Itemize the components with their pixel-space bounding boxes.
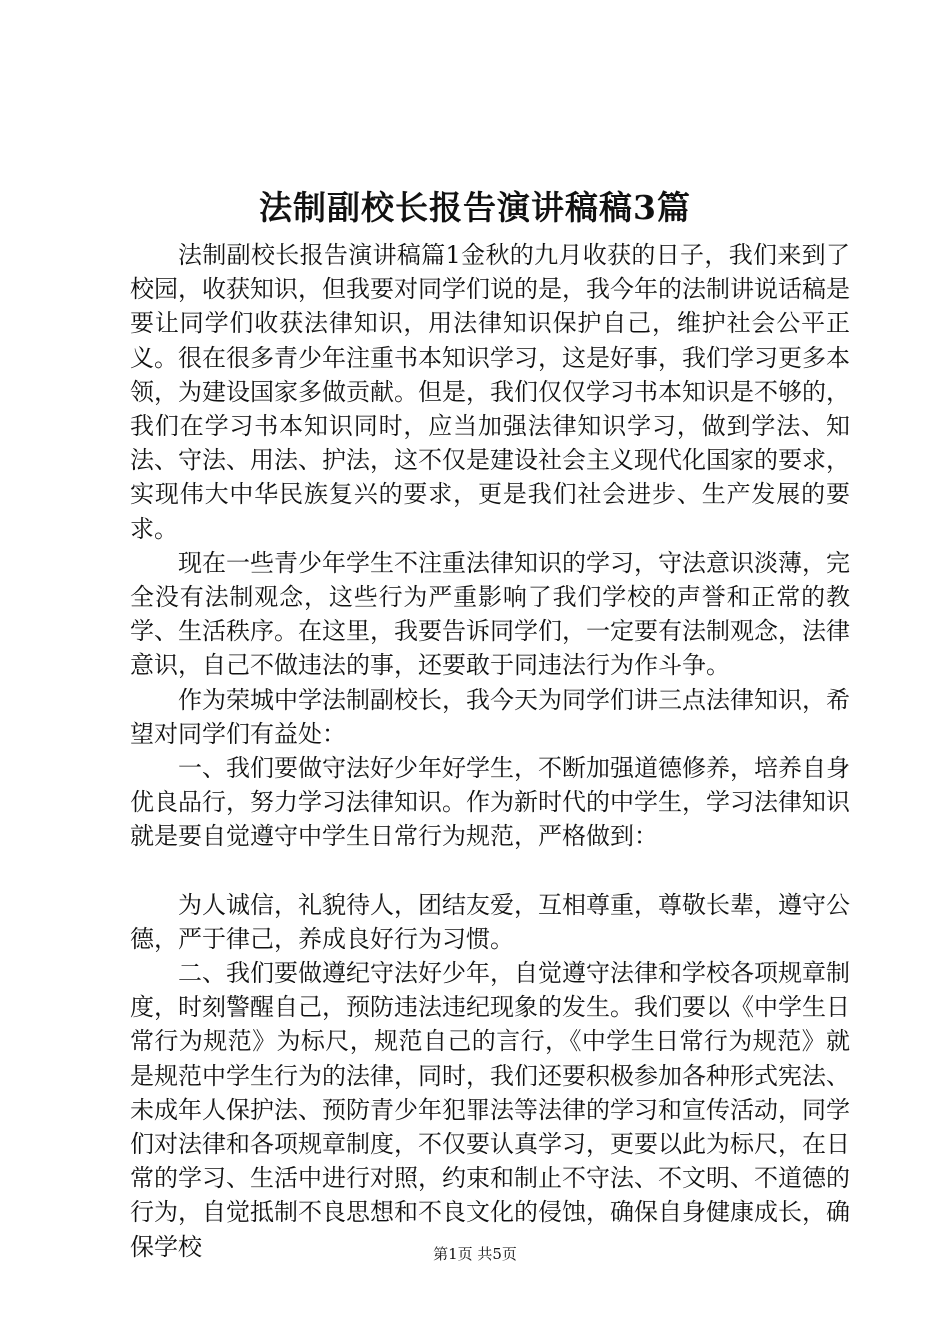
paragraph: 法制副校长报告演讲稿篇1金秋的九月收获的日子，我们来到了校园，收获知识，但我要对同学们说的是，我今年的法制讲说话稿是要让同学们收获法律知识，用法律知识保护自己，维护社会公平正义。很在很多青少年注重书本知识学习，这是好事，我们学习更多本领，为建设国家多做贡献。但是，我们仅仅学习书本知识是不够的，我们在学习书本知识同时，应当加强法律知识学习，做到学法、知法、守法、用法、护法，这不仅是建设社会主义现代化国家的要求，实现伟大中华民族复兴的要求，更是我们社会进步、生产发展的要求。: [130, 241, 850, 543]
page-footer: 第1页 共5页: [433, 1245, 517, 1263]
paragraph: 为人诚信，礼貌待人，团结友爱，互相尊重，尊敬长辈，遵守公德，严于律己，养成良好行为习惯。: [130, 890, 850, 953]
paragraph: 现在一些青少年学生不注重法律知识的学习，守法意识淡薄，完全没有法制观念，这些行为严重影响了我们学校的声誉和正常的教学、生活秩序。在这里，我要告诉同学们，一定要有法制观念，法律意识，自己不做违法的事，还要敢于同违法行为作斗争。: [130, 548, 850, 680]
paragraph: 一、我们要做守法好少年好学生，不断加强道德修养，培养自身优良品行，努力学习法律知识。作为新时代的中学生，学习法律知识就是要自觉遵守中学生日常行为规范，严格做到：: [130, 754, 850, 851]
document-title: 法制副校长报告演讲稿稿3篇: [259, 188, 691, 227]
paragraph: 作为荣城中学法制副校长，我今天为同学们讲三点法律知识，希望对同学们有益处：: [130, 685, 850, 748]
document-body: [130, 238, 850, 1264]
paragraph: 二、我们要做遵纪守法好少年，自觉遵守法律和学校各项规章制度，时刻警醒自己，预防违法违纪现象的发生。我们要以《中学生日常行为规范》为标尺，规范自己的言行，《中学生日常行为规范》就是规范中学生行为的法律，同时，我们还要积极参加各种形式宪法、未成年人保护法、预防青少年犯罪法等法律的学习和宣传活动，同学们对法律和各项规章制度，不仅要认真学习，更要以此为标尺，在日常的学习、生活中进行对照，约束和制止不守法、不文明、不道德的行为，自觉抵制不良思想和不良文化的侵蚀，确保自身健康成长，确保学校: [130, 959, 850, 1261]
